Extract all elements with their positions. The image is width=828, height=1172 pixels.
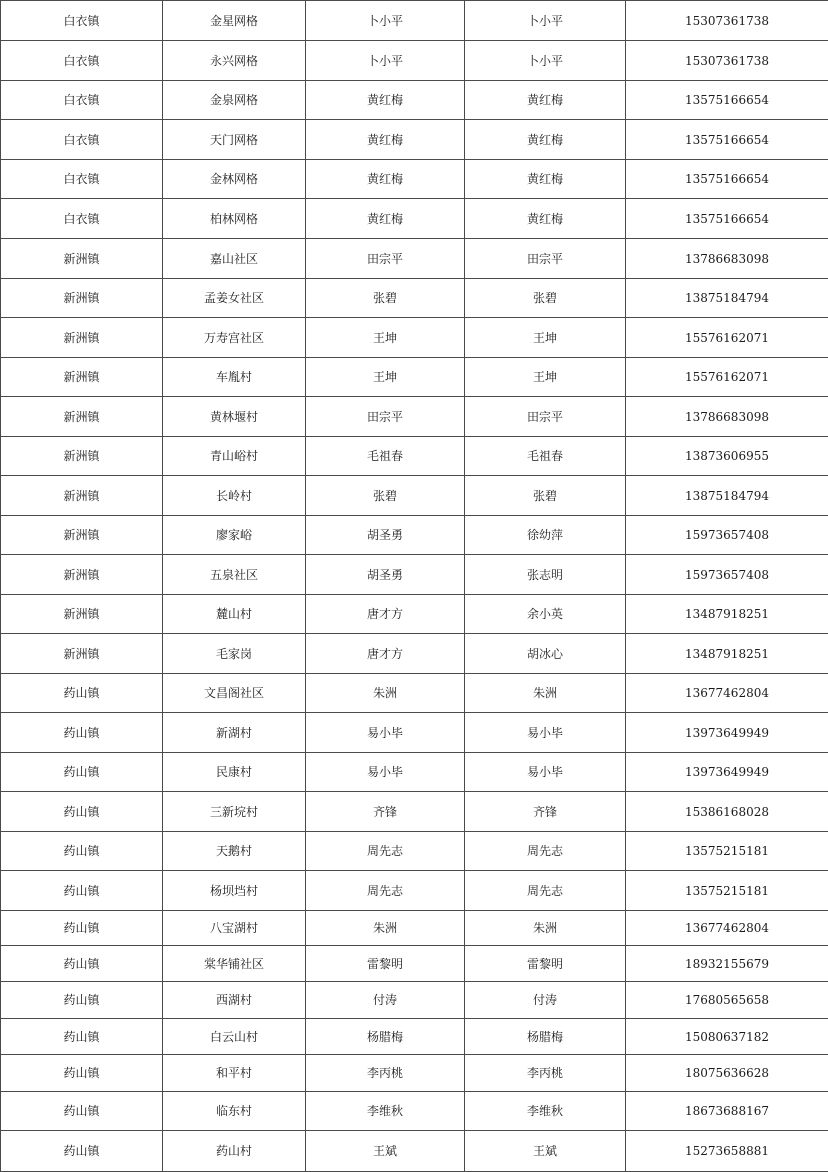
leader-cell: 唐才方 <box>306 595 465 634</box>
leader-cell: 杨腊梅 <box>306 1019 465 1055</box>
table-row <box>1 1055 828 1092</box>
leader-cell: 胡圣勇 <box>306 555 465 595</box>
table-row <box>1 753 828 792</box>
table-row <box>1 871 828 911</box>
table-row <box>1 160 828 199</box>
contact-cell: 付涛 <box>465 982 626 1019</box>
town-cell: 药山镇 <box>1 832 163 871</box>
leader-cell: 齐锋 <box>306 792 465 832</box>
contact-cell: 黄红梅 <box>465 81 626 120</box>
town-cell: 药山镇 <box>1 674 163 713</box>
phone-cell: 13575215181 <box>626 832 828 871</box>
grid-cell: 棠华铺社区 <box>163 946 306 982</box>
town-cell: 白衣镇 <box>1 160 163 199</box>
leader-cell: 田宗平 <box>306 239 465 279</box>
town-cell: 药山镇 <box>1 1055 163 1092</box>
contact-cell: 朱洲 <box>465 911 626 946</box>
leader-cell: 张碧 <box>306 279 465 318</box>
contact-cell: 卜小平 <box>465 41 626 81</box>
table-row <box>1 982 828 1019</box>
town-cell: 药山镇 <box>1 982 163 1019</box>
town-cell: 白衣镇 <box>1 120 163 160</box>
town-cell: 新洲镇 <box>1 476 163 516</box>
contact-cell: 黄红梅 <box>465 120 626 160</box>
town-cell: 新洲镇 <box>1 279 163 318</box>
grid-cell: 柏林网格 <box>163 199 306 239</box>
grid-cell: 金林网格 <box>163 160 306 199</box>
town-cell: 白衣镇 <box>1 1 163 41</box>
town-cell: 新洲镇 <box>1 397 163 437</box>
leader-cell: 王坤 <box>306 358 465 397</box>
leader-cell: 周先志 <box>306 832 465 871</box>
grid-cell: 文昌阁社区 <box>163 674 306 713</box>
phone-cell: 13677462804 <box>626 674 828 713</box>
town-cell: 白衣镇 <box>1 41 163 81</box>
contact-cell: 李丙桃 <box>465 1055 626 1092</box>
grid-cell: 嘉山社区 <box>163 239 306 279</box>
town-cell: 白衣镇 <box>1 81 163 120</box>
leader-cell: 易小毕 <box>306 753 465 792</box>
grid-cell: 廖家峪 <box>163 516 306 555</box>
table-row <box>1 516 828 555</box>
leader-cell: 易小毕 <box>306 713 465 753</box>
town-cell: 药山镇 <box>1 911 163 946</box>
leader-cell: 卜小平 <box>306 41 465 81</box>
phone-cell: 15386168028 <box>626 792 828 832</box>
leader-cell: 毛祖春 <box>306 437 465 476</box>
phone-cell: 15576162071 <box>626 318 828 358</box>
town-cell: 药山镇 <box>1 713 163 753</box>
contact-cell: 田宗平 <box>465 239 626 279</box>
phone-cell: 18932155679 <box>626 946 828 982</box>
grid-cell: 车胤村 <box>163 358 306 397</box>
phone-cell: 15973657408 <box>626 555 828 595</box>
town-cell: 新洲镇 <box>1 437 163 476</box>
table-row <box>1 120 828 160</box>
contact-cell: 周先志 <box>465 832 626 871</box>
leader-cell: 李丙桃 <box>306 1055 465 1092</box>
grid-cell: 麓山村 <box>163 595 306 634</box>
phone-cell: 15576162071 <box>626 358 828 397</box>
town-cell: 新洲镇 <box>1 358 163 397</box>
table-row <box>1 792 828 832</box>
town-cell: 新洲镇 <box>1 318 163 358</box>
grid-cell: 西湖村 <box>163 982 306 1019</box>
town-cell: 药山镇 <box>1 1019 163 1055</box>
contact-cell: 杨腊梅 <box>465 1019 626 1055</box>
contact-cell: 胡冰心 <box>465 634 626 674</box>
town-cell: 新洲镇 <box>1 239 163 279</box>
leader-cell: 王坤 <box>306 318 465 358</box>
phone-cell: 13677462804 <box>626 911 828 946</box>
phone-cell: 13575166654 <box>626 160 828 199</box>
grid-cell: 金星网格 <box>163 1 306 41</box>
leader-cell: 张碧 <box>306 476 465 516</box>
phone-cell: 15973657408 <box>626 516 828 555</box>
leader-cell: 黄红梅 <box>306 81 465 120</box>
grid-cell: 黄林堰村 <box>163 397 306 437</box>
table-row <box>1 674 828 713</box>
contact-cell: 余小英 <box>465 595 626 634</box>
table-row <box>1 1131 828 1172</box>
table-row <box>1 437 828 476</box>
table-row <box>1 41 828 81</box>
phone-cell: 15307361738 <box>626 1 828 41</box>
table-row <box>1 1 828 41</box>
leader-cell: 黄红梅 <box>306 160 465 199</box>
table-row <box>1 476 828 516</box>
grid-cell: 三新垸村 <box>163 792 306 832</box>
grid-cell: 天鹅村 <box>163 832 306 871</box>
leader-cell: 黄红梅 <box>306 199 465 239</box>
contact-cell: 易小毕 <box>465 713 626 753</box>
phone-cell: 13487918251 <box>626 634 828 674</box>
leader-cell: 朱洲 <box>306 911 465 946</box>
table-row <box>1 555 828 595</box>
table-row <box>1 81 828 120</box>
contact-cell: 张志明 <box>465 555 626 595</box>
phone-cell: 13786683098 <box>626 239 828 279</box>
phone-cell: 13873606955 <box>626 437 828 476</box>
table-row <box>1 239 828 279</box>
contact-cell: 毛祖春 <box>465 437 626 476</box>
town-cell: 药山镇 <box>1 1131 163 1172</box>
phone-cell: 13575166654 <box>626 120 828 160</box>
leader-cell: 黄红梅 <box>306 120 465 160</box>
town-cell: 药山镇 <box>1 1092 163 1131</box>
table-row <box>1 279 828 318</box>
table-row <box>1 911 828 946</box>
table-row <box>1 946 828 982</box>
leader-cell: 唐才方 <box>306 634 465 674</box>
phone-cell: 13973649949 <box>626 713 828 753</box>
table-row <box>1 358 828 397</box>
leader-cell: 李维秋 <box>306 1092 465 1131</box>
grid-cell: 万寿宫社区 <box>163 318 306 358</box>
phone-cell: 15307361738 <box>626 41 828 81</box>
grid-cell: 天门网格 <box>163 120 306 160</box>
leader-cell: 付涛 <box>306 982 465 1019</box>
leader-cell: 周先志 <box>306 871 465 911</box>
grid-cell: 杨坝垱村 <box>163 871 306 911</box>
contact-cell: 张碧 <box>465 476 626 516</box>
town-cell: 新洲镇 <box>1 634 163 674</box>
phone-cell: 13575215181 <box>626 871 828 911</box>
grid-cell: 金泉网格 <box>163 81 306 120</box>
contact-cell: 李维秋 <box>465 1092 626 1131</box>
contact-cell: 卜小平 <box>465 1 626 41</box>
contact-cell: 朱洲 <box>465 674 626 713</box>
town-cell: 新洲镇 <box>1 595 163 634</box>
contact-cell: 王坤 <box>465 358 626 397</box>
phone-cell: 13875184794 <box>626 279 828 318</box>
leader-cell: 朱洲 <box>306 674 465 713</box>
contact-cell: 齐锋 <box>465 792 626 832</box>
contact-cell: 易小毕 <box>465 753 626 792</box>
contact-cell: 雷黎明 <box>465 946 626 982</box>
phone-cell: 13575166654 <box>626 199 828 239</box>
grid-cell: 永兴网格 <box>163 41 306 81</box>
town-cell: 新洲镇 <box>1 516 163 555</box>
grid-cell: 孟姜女社区 <box>163 279 306 318</box>
table-body <box>1 1 828 1172</box>
leader-cell: 卜小平 <box>306 1 465 41</box>
grid-cell: 青山峪村 <box>163 437 306 476</box>
contact-cell: 田宗平 <box>465 397 626 437</box>
contact-cell: 黄红梅 <box>465 199 626 239</box>
grid-cell: 长岭村 <box>163 476 306 516</box>
town-cell: 药山镇 <box>1 753 163 792</box>
phone-cell: 13973649949 <box>626 753 828 792</box>
contact-cell: 张碧 <box>465 279 626 318</box>
table-row <box>1 397 828 437</box>
table-row <box>1 832 828 871</box>
phone-cell: 17680565658 <box>626 982 828 1019</box>
leader-cell: 王斌 <box>306 1131 465 1172</box>
grid-cell: 临东村 <box>163 1092 306 1131</box>
phone-cell: 13487918251 <box>626 595 828 634</box>
table-row <box>1 1019 828 1055</box>
contact-cell: 徐幼萍 <box>465 516 626 555</box>
table-row <box>1 1092 828 1131</box>
town-cell: 药山镇 <box>1 946 163 982</box>
town-cell: 药山镇 <box>1 871 163 911</box>
grid-cell: 八宝湖村 <box>163 911 306 946</box>
contact-cell: 黄红梅 <box>465 160 626 199</box>
table-row <box>1 713 828 753</box>
phone-cell: 18075636628 <box>626 1055 828 1092</box>
phone-cell: 13875184794 <box>626 476 828 516</box>
phone-cell: 18673688167 <box>626 1092 828 1131</box>
town-cell: 药山镇 <box>1 792 163 832</box>
leader-cell: 胡圣勇 <box>306 516 465 555</box>
table-row <box>1 634 828 674</box>
grid-cell: 新湖村 <box>163 713 306 753</box>
contact-cell: 王斌 <box>465 1131 626 1172</box>
table-row <box>1 199 828 239</box>
table-row <box>1 318 828 358</box>
contact-cell: 周先志 <box>465 871 626 911</box>
grid-cell: 药山村 <box>163 1131 306 1172</box>
grid-cell: 毛家岗 <box>163 634 306 674</box>
phone-cell: 15080637182 <box>626 1019 828 1055</box>
town-cell: 白衣镇 <box>1 199 163 239</box>
grid-cell: 民康村 <box>163 753 306 792</box>
table-row <box>1 595 828 634</box>
phone-cell: 13575166654 <box>626 81 828 120</box>
phone-cell: 13786683098 <box>626 397 828 437</box>
grid-cell: 五泉社区 <box>163 555 306 595</box>
phone-cell: 15273658881 <box>626 1131 828 1172</box>
town-cell: 新洲镇 <box>1 555 163 595</box>
grid-cell: 和平村 <box>163 1055 306 1092</box>
leader-cell: 雷黎明 <box>306 946 465 982</box>
contact-cell: 王坤 <box>465 318 626 358</box>
grid-cell: 白云山村 <box>163 1019 306 1055</box>
leader-cell: 田宗平 <box>306 397 465 437</box>
